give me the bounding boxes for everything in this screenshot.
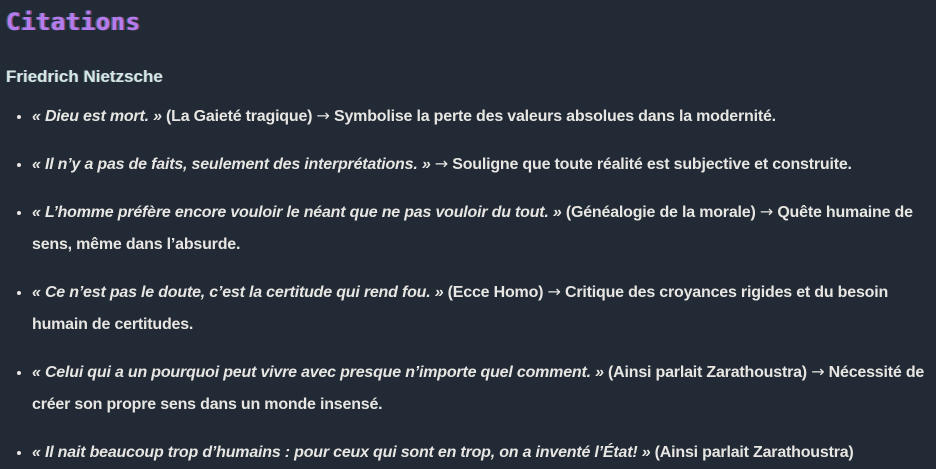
citation-comment: Nécessité de créer son propre sens dans un monde insensé. — [32, 364, 925, 413]
citation-source: (Généalogie de la morale) — [565, 204, 756, 221]
citation-quote: « Dieu est mort. » — [32, 108, 162, 125]
author-heading: Friedrich Nietzsche — [6, 67, 163, 86]
citation-item — [32, 436, 928, 469]
citation-source: (Ainsi parlait Zarathoustra) — [654, 444, 854, 461]
citation-quote: « Ce n’est pas le doute, c’est la certitude qui rend fou. » — [32, 284, 444, 301]
citation-item — [32, 100, 928, 133]
right-arrow-glyph: → — [547, 282, 561, 301]
right-arrow-glyph: → — [316, 106, 330, 125]
right-arrow-glyph: → — [434, 154, 448, 173]
citation-quote: « Celui qui a un pourquoi peut vivre avec presque n’importe quel comment. » — [32, 364, 604, 381]
citation-source: (La Gaieté tragique) — [166, 108, 313, 125]
citation-quote: « Il n’y a pas de faits, seulement des interprétations. » — [32, 156, 431, 173]
citation-comment: Quête humaine de sens, même dans l’absurde. — [32, 204, 913, 253]
right-arrow-glyph: → — [759, 202, 774, 221]
page-title: Citations — [6, 8, 141, 36]
citation-item — [32, 196, 928, 261]
citation-list — [6, 100, 928, 469]
citation-quote: « L’homme préfère encore vouloir le néant que ne pas vouloir du tout. » — [32, 204, 562, 221]
right-arrow-glyph: → — [811, 362, 825, 381]
citation-item — [32, 276, 928, 341]
citation-comment: Symbolise la perte des valeurs absolues dans la modernité. — [334, 108, 776, 125]
citation-comment: Souligne que toute réalité est subjective et construite. — [452, 156, 852, 173]
citation-item — [32, 148, 928, 181]
citation-quote: « Il nait beaucoup trop d’humains : pour ceux qui sont en trop, on a inventé l’État! » — [32, 444, 651, 461]
citation-comment: Critique des croyances rigides et du besoin humain de certitudes. — [32, 284, 889, 333]
citation-source: (Ecce Homo) — [447, 284, 544, 301]
citation-source: (Ainsi parlait Zarathoustra) — [608, 364, 807, 381]
citation-item — [32, 356, 928, 421]
